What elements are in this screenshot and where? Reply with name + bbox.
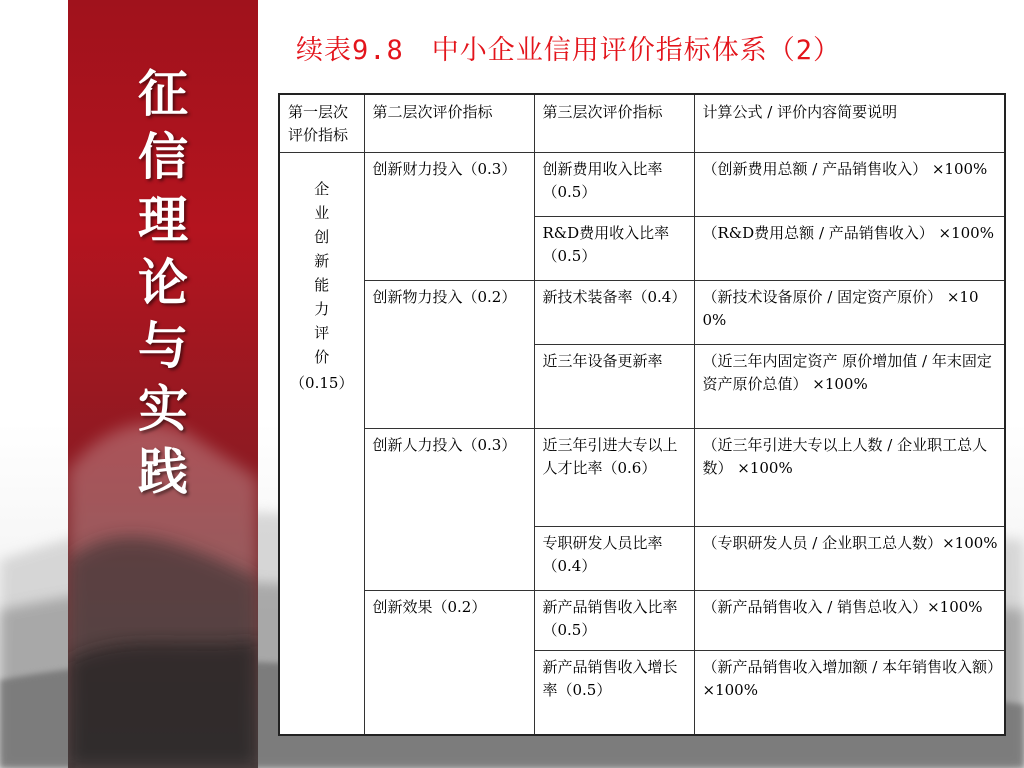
level1-char: 创	[314, 227, 330, 246]
table-row	[279, 428, 1005, 526]
level3-cell: 近三年引进大专以上人才比率（0.6）	[534, 428, 694, 526]
level1-weight: （0.15）	[290, 373, 354, 392]
level1-char: 业	[314, 203, 330, 222]
level1-char: 新	[314, 251, 330, 270]
formula-cell: （新产品销售收入 / 销售总收入）×100%	[694, 591, 1005, 651]
header-cell-level3: 第三层次评价指标	[534, 94, 694, 152]
table-header-row	[279, 94, 1005, 152]
formula-cell: （新产品销售收入增加额 / 本年销售收入额）×100%	[694, 651, 1005, 735]
banner-title-char: 实	[138, 379, 188, 438]
banner-title-char: 践	[138, 442, 188, 501]
level1-char: 企	[314, 179, 330, 198]
level2-cell: 创新财力投入（0.3）	[364, 152, 534, 280]
indicator-table	[278, 93, 1006, 736]
level3-cell: 创新费用收入比率（0.5）	[534, 152, 694, 216]
formula-cell: （R&D费用总额 / 产品销售收入） ×100%	[694, 216, 1005, 280]
level3-cell: 近三年设备更新率	[534, 344, 694, 428]
level1-cell	[279, 152, 364, 735]
level3-cell: 新产品销售收入比率（0.5）	[534, 591, 694, 651]
header-cell-level2: 第二层次评价指标	[364, 94, 534, 152]
level1-char: 能	[314, 275, 330, 294]
level2-cell: 创新人力投入（0.3）	[364, 428, 534, 590]
page-title: 续表9.8 中小企业信用评价指标体系（2）	[296, 35, 842, 66]
formula-cell: （新技术设备原价 / 固定资产原价） ×100%	[694, 280, 1005, 344]
level3-cell: 新技术装备率（0.4）	[534, 280, 694, 344]
banner-vertical-title	[68, 62, 258, 503]
level1-char: 力	[314, 299, 330, 318]
formula-cell: （创新费用总额 / 产品销售收入） ×100%	[694, 152, 1005, 216]
formula-cell: （专职研发人员 / 企业职工总人数）×100%	[694, 527, 1005, 591]
banner-title-char: 与	[138, 316, 188, 375]
level3-cell: 专职研发人员比率（0.4）	[534, 527, 694, 591]
left-banner	[68, 0, 258, 768]
level1-char: 评	[314, 323, 330, 342]
level1-char: 价	[314, 347, 330, 366]
level3-cell: R&D费用收入比率（0.5）	[534, 216, 694, 280]
level2-cell: 创新物力投入（0.2）	[364, 280, 534, 428]
table-row	[279, 280, 1005, 344]
banner-title-char: 理	[138, 190, 188, 249]
level2-cell: 创新效果（0.2）	[364, 591, 534, 735]
formula-cell: （近三年引进大专以上人数 / 企业职工总人数） ×100%	[694, 428, 1005, 526]
banner-title-char: 征	[138, 64, 188, 123]
header-cell-formula: 计算公式 / 评价内容简要说明	[694, 94, 1005, 152]
table-row	[279, 591, 1005, 651]
table-row	[279, 152, 1005, 216]
banner-title-char: 论	[138, 253, 188, 312]
header-cell-level1: 第一层次评价指标	[279, 94, 364, 152]
level3-cell: 新产品销售收入增长率（0.5）	[534, 651, 694, 735]
banner-title-char: 信	[138, 127, 188, 186]
formula-cell: （近三年内固定资产 原价增加值 / 年末固定资产原价总值） ×100%	[694, 344, 1005, 428]
